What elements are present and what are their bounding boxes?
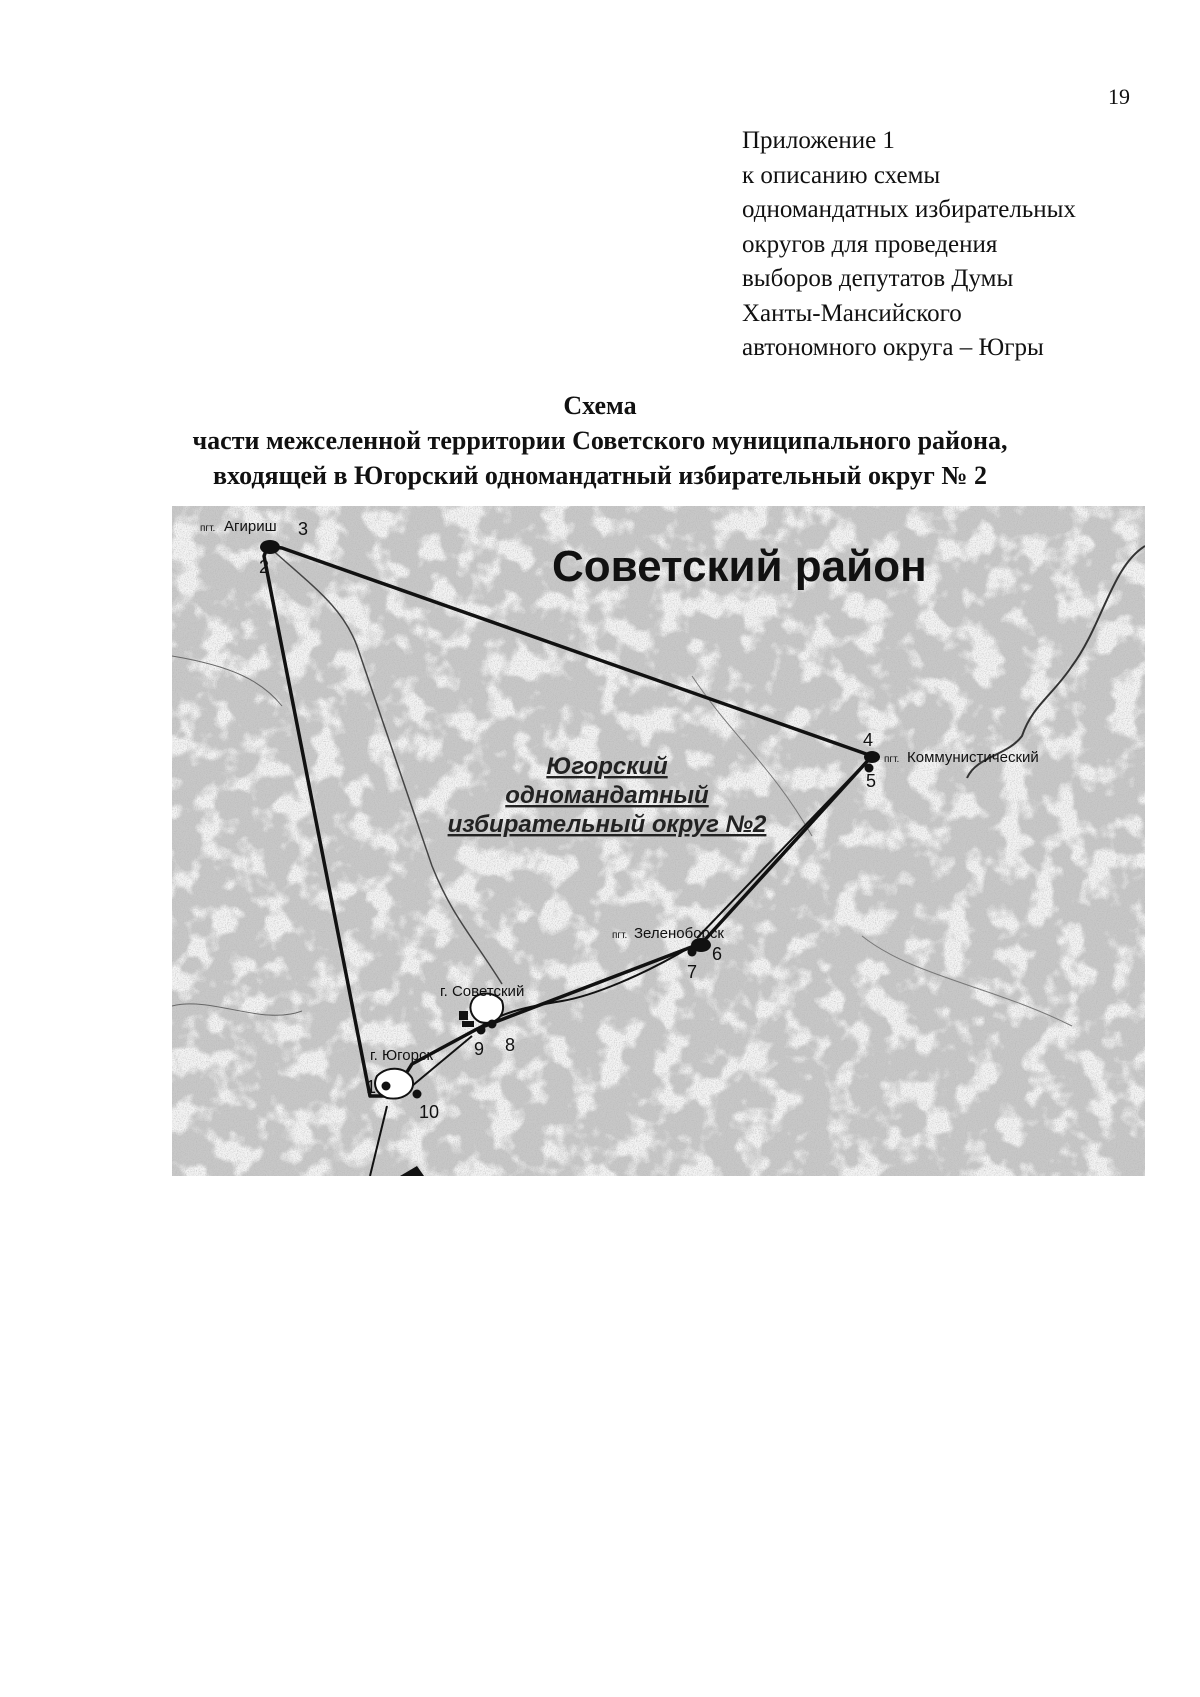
point-number-9: 9 — [474, 1039, 485, 1059]
title-line: части межселенной территории Советского муниципального района, — [192, 426, 1008, 455]
appendix-line: Приложение 1 — [742, 127, 895, 154]
point-marker — [688, 948, 697, 957]
zelenoborsk-label: Зеленоборск — [634, 925, 724, 942]
agirish-prefix: пгт. — [200, 523, 216, 534]
point-marker — [413, 1090, 422, 1099]
point-number-10: 10 — [419, 1102, 440, 1122]
sovetsky-block — [462, 1021, 474, 1027]
appendix-heading — [742, 124, 1162, 366]
point-number-5: 5 — [866, 771, 877, 791]
point-marker — [477, 1026, 486, 1035]
appendix-line: Ханты-Мансийского — [742, 299, 962, 327]
zelenoborsk-prefix: пгт. — [612, 930, 628, 941]
okrug-label-line: избирательный округ №2 — [447, 811, 767, 838]
appendix-line: округов для проведения — [742, 230, 998, 258]
point-number-1: 1 — [366, 1077, 377, 1097]
appendix-line: автономного округа – Югры — [742, 334, 1044, 361]
point-marker — [382, 1082, 391, 1091]
appendix-line: выборов депутатов Думы — [742, 265, 1014, 292]
kommunistichesky-prefix: пгт. — [884, 754, 900, 765]
agirish-label: Агириш — [224, 518, 277, 535]
point-number-3: 3 — [298, 519, 309, 539]
point-number-4: 4 — [863, 730, 874, 750]
appendix-line: к описанию схемы — [742, 161, 941, 189]
yugorsk-outline — [375, 1069, 413, 1099]
terrain-grain — [172, 506, 1145, 1176]
title-line: входящей в Югорский одномандатный избирательный округ № 2 — [213, 461, 987, 490]
okrug-label-line: Югорский — [546, 753, 668, 780]
point-number-8: 8 — [505, 1035, 516, 1055]
yugorsk-label: г. Югорск — [370, 1047, 434, 1064]
point-number-7: 7 — [687, 962, 698, 982]
document-title — [0, 388, 1200, 493]
kommunistichesky-label: Коммунистический — [907, 749, 1039, 766]
okrug-label-line: одномандатный — [505, 782, 709, 809]
page-number: 19 — [1108, 84, 1130, 109]
title-line: Схема — [563, 391, 637, 420]
point-number-2: 2 — [259, 557, 270, 577]
sovetsky-label: г. Советский — [440, 983, 525, 1000]
map-svg — [172, 506, 1145, 1176]
point-marker — [488, 1020, 497, 1029]
kommunistichesky-marker — [864, 751, 880, 763]
sovetsky-block — [459, 1011, 468, 1020]
district-map — [172, 506, 1145, 1176]
point-number-6: 6 — [712, 944, 723, 964]
agirish-marker — [260, 540, 280, 554]
district-name: Советский район — [552, 542, 927, 591]
appendix-line: одномандатных избирательных — [742, 196, 1076, 223]
